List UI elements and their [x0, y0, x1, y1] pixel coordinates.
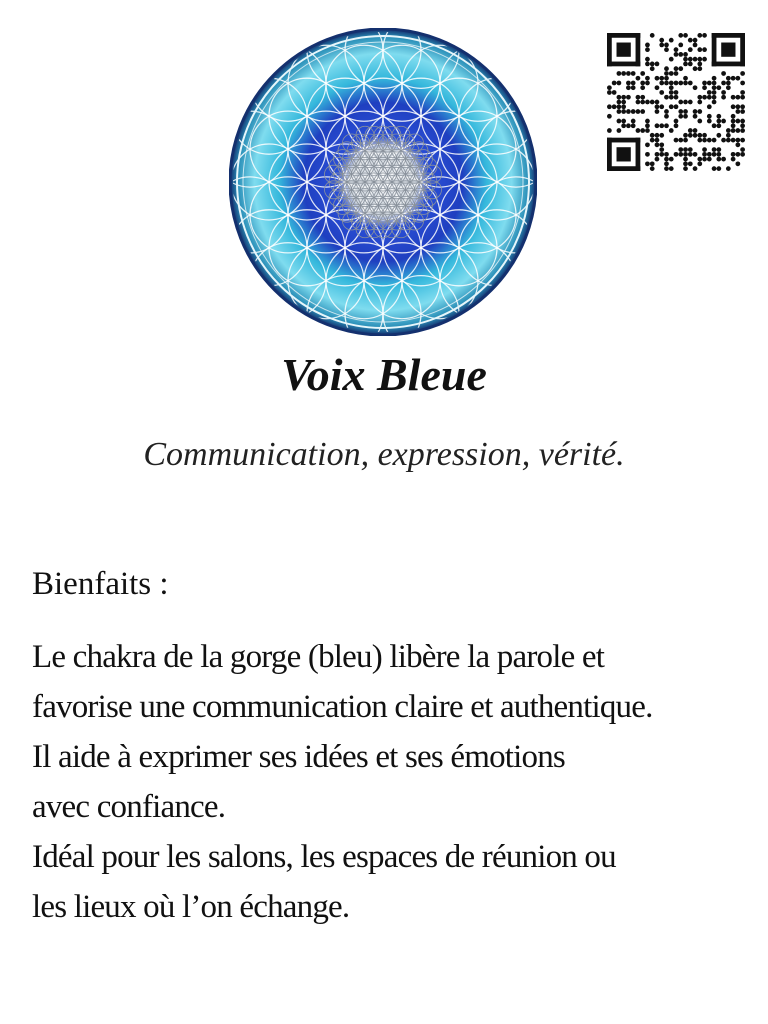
card-subtitle: Communication, expression, vérité.: [143, 436, 625, 473]
description-line: Le chakra de la gorge (bleu) libère la parole et: [32, 639, 605, 675]
description-line: les lieux où l’on échange.: [32, 889, 350, 925]
benefits-label: Bienfaits: [32, 566, 152, 602]
qr-code-icon[interactable]: [607, 33, 745, 171]
benefits-colon: :: [151, 566, 169, 602]
card-title: Voix Bleue: [281, 349, 487, 400]
description-line: favorise une communication claire et authentique.: [32, 689, 653, 725]
description-line: Idéal pour les salons, les espaces de réunion ou: [32, 839, 616, 875]
flower-of-life-mandala-icon: [229, 28, 537, 336]
benefits-description: [32, 632, 752, 932]
description-line: avec confiance.: [32, 789, 226, 825]
description-line: Il aide à exprimer ses idées et ses émotions: [32, 739, 565, 775]
benefits-heading: [32, 566, 169, 603]
